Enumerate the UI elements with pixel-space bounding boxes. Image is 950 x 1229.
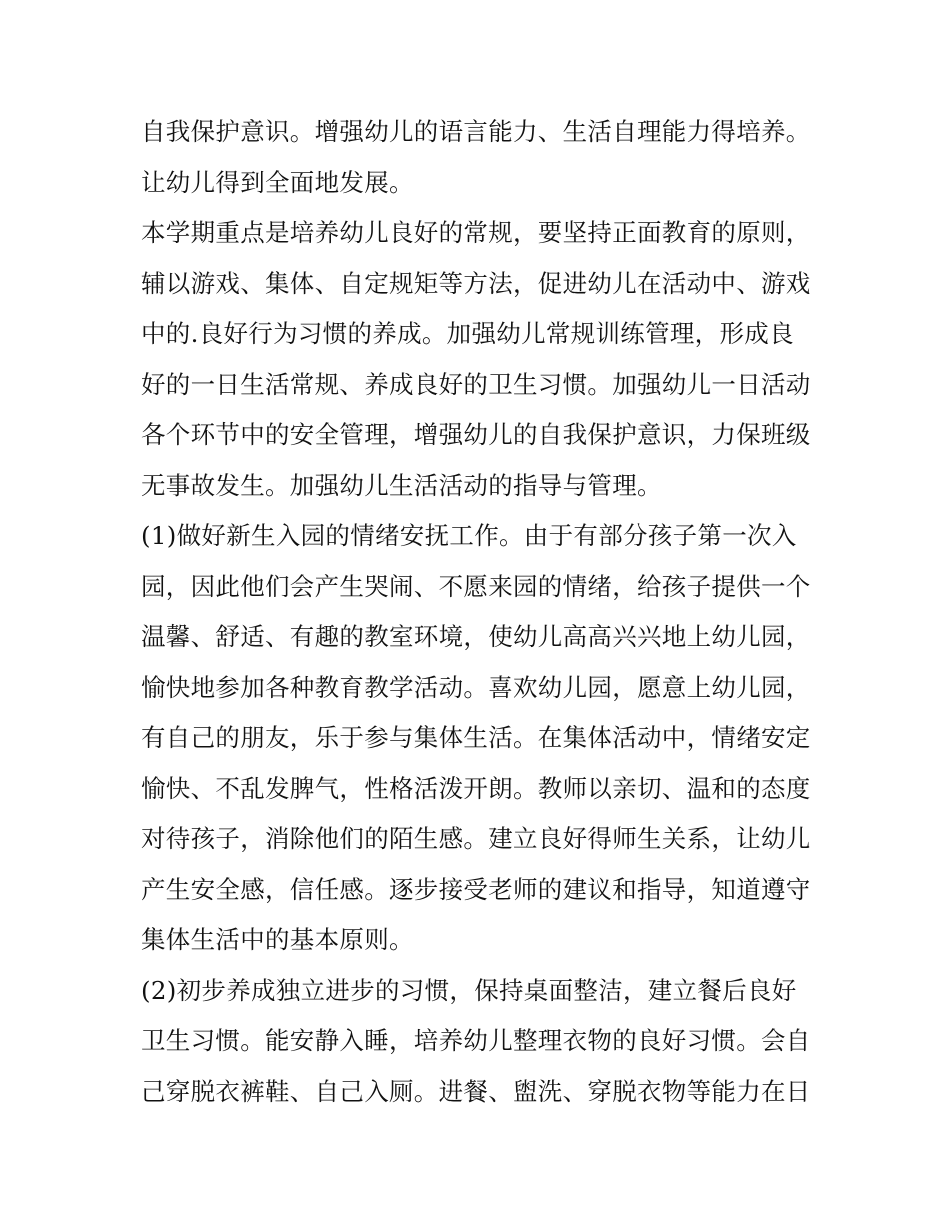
text-line: 园，因此他们会产生哭闹、不愿来园的情绪，给孩子提供一个 [141,571,811,601]
text-line: 温馨、舒适、有趣的教室环境，使幼儿高高兴兴地上幼儿园， [141,622,811,651]
text-line: 各个环节中的安全管理，增强幼儿的自我保护意识，力保班级 [141,420,811,449]
text-line: 有自己的朋友，乐于参与集体生活。在集体活动中，情绪安定 [141,723,811,752]
text-line: 辅以游戏、集体、自定规矩等方法，促进幼儿在活动中、游戏 [141,268,811,298]
text-line: 集体生活中的基本原则。 [141,925,414,954]
text-line: 中的.良好行为习惯的养成。加强幼儿常规训练管理，形成良 [141,319,794,348]
text-line: 愉快地参加各种教育教学活动。喜欢幼儿园，愿意上幼儿园， [141,672,811,702]
text-line: 愉快、不乱发脾气，性格活泼开朗。教师以亲切、温和的态度 [141,773,811,803]
text-line: 产生安全感，信任感。逐步接受老师的建议和指导，知道遵守 [141,874,811,904]
text-line: 自我保护意识。增强幼儿的语言能力、生活自理能力得培养。 [141,117,811,146]
text-line: (2)初步养成独立进步的习惯，保持桌面整洁，建立餐后良好 [141,975,797,1005]
text-line: 好的一日生活常规、养成良好的卫生习惯。加强幼儿一日活动 [141,369,811,399]
text-line: 本学期重点是培养幼儿良好的常规，要坚持正面教育的原则， [141,218,811,247]
text-line: 己穿脱衣裤鞋、自己入厕。进餐、盥洗、穿脱衣物等能力在日 [141,1076,811,1106]
text-line: 无事故发生。加强幼儿生活活动的指导与管理。 [141,470,662,500]
text-line: 让幼儿得到全面地发展。 [141,167,414,197]
text-line: 对待孩子，消除他们的陌生感。建立良好得师生关系，让幼儿 [141,824,811,853]
text-line: 卫生习惯。能安静入睡，培养幼儿整理衣物的良好习惯。会自 [141,1026,811,1055]
text-line: (1)做好新生入园的情绪安抚工作。由于有部分孩子第一次入 [141,521,797,550]
body-text [141,107,821,1117]
